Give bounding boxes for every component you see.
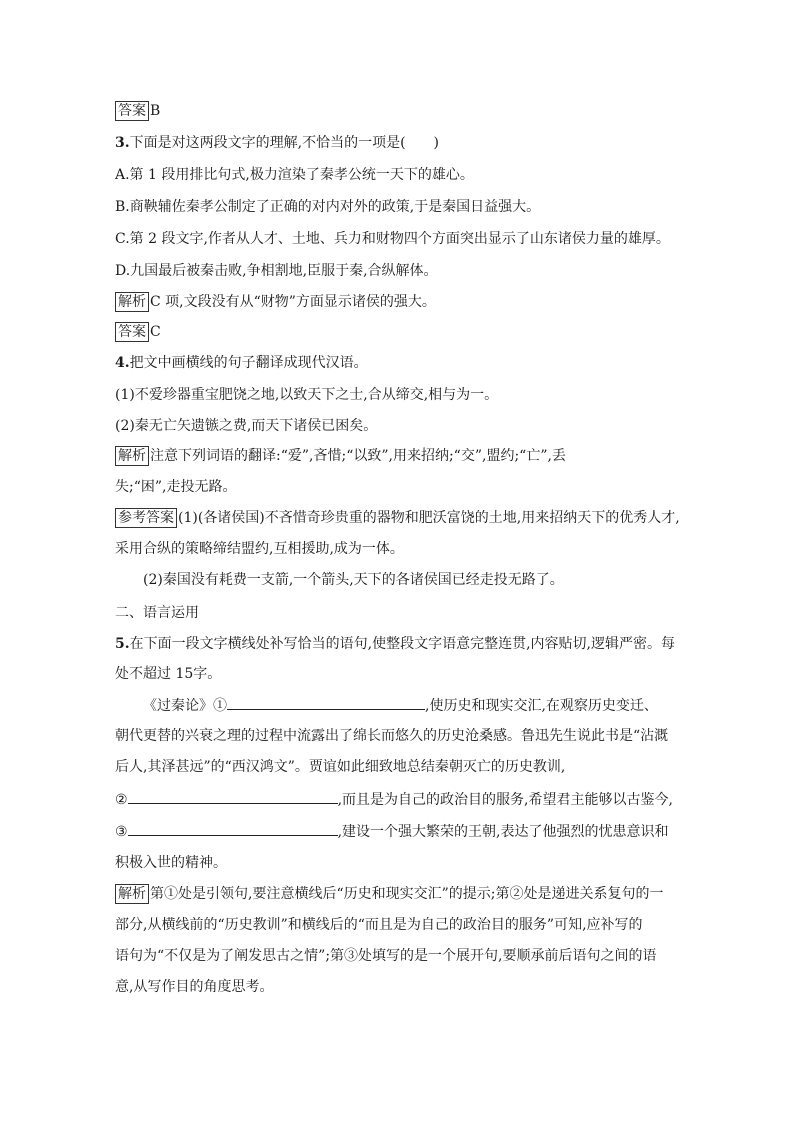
passage-text: 《过秦论》① [143, 698, 227, 714]
fill-blank-1[interactable] [227, 695, 425, 710]
question-stem: 下面是对这两段文字的理解,不恰当的一项是( ) [129, 135, 439, 151]
analysis-text: 第①处是引领句,要注意横线后“历史和现实交汇”的提示;第②处是递进关系复句的一 [150, 886, 664, 902]
q5-stem [115, 634, 675, 654]
q3-option-d: D.九国最后被秦击败,争相割地,臣服于秦,合纵解体。 [115, 263, 438, 279]
analysis-label-box: 解析 [115, 884, 149, 904]
question-number: 3. [115, 135, 130, 151]
q4-item-1: (1)不爱珍器重宝肥饶之地,以致天下之士,合从缔交,相与为一。 [115, 387, 499, 403]
answer-value: C [150, 324, 161, 340]
q5-analysis-cont2: 语句为“不仅是为了阐发思古之情”;第③处填写的是一个展开句,要顺承前后语句之间的语 [115, 948, 657, 964]
question-stem: 在下面一段文字横线处补写恰当的语句,使整段文字语意完整连贯,内容贴切,逻辑严密。每 [129, 636, 675, 652]
q3-option-c: C.第 2 段文字,作者从人才、土地、兵力和财物四个方面突出显示了山东诸侯力量的雄厚。 [115, 231, 670, 247]
q5-passage-line5 [115, 821, 668, 842]
passage-text: ③ [115, 824, 128, 840]
analysis-label-box: 解析 [115, 446, 149, 466]
q2-answer-line [115, 101, 160, 121]
reference-text: (1)(各诸侯国)不吝惜奇珍贵重的器物和肥沃富饶的土地,用来招纳天下的优秀人才, [178, 510, 680, 526]
q4-analysis-cont: 失;“困”,走投无路。 [115, 479, 237, 495]
q5-passage-line4 [115, 789, 673, 810]
q3-stem [115, 133, 439, 153]
fill-blank-2[interactable] [128, 789, 338, 804]
q5-passage-line2: 朝代更替的兴衰之理的过程中流露出了绵长而悠久的历史沧桑感。鲁迅先生说此书是“沾溉 [115, 728, 669, 744]
q5-passage-line6: 积极入世的精神。 [115, 855, 227, 871]
q4-reference-answer [115, 508, 680, 528]
q3-option-b: B.商鞅辅佐秦孝公制定了正确的对内对外的政策,于是秦国日益强大。 [115, 199, 541, 215]
analysis-text: 注意下列词语的翻译:“爱”,吝惜;“以致”,用来招纳;“交”,盟约;“亡”,丢 [150, 448, 566, 464]
q4-analysis [115, 446, 566, 466]
q5-passage-line3: 后人,其泽甚远”的“西汉鸿文”。贾谊如此细致地总结秦朝灭亡的历史教训, [115, 759, 566, 775]
q5-analysis [115, 884, 663, 904]
passage-text: ,建设一个强大繁荣的王朝,表达了他强烈的忧患意识和 [337, 824, 669, 840]
q3-option-a: A.第 1 段用排比句式,极力渲染了秦孝公统一天下的雄心。 [115, 167, 474, 183]
q3-analysis [115, 292, 436, 312]
q4-stem [115, 353, 368, 373]
q5-analysis-cont1: 部分,从横线前的“历史教训”和横线后的“而且是为自己的政治目的服务”可知,应补写的 [115, 917, 643, 933]
q5-analysis-cont3: 意,从写作目的角度思考。 [115, 979, 274, 995]
section-title: 二、语言运用 [115, 605, 199, 621]
q4-reference-cont: 采用合纵的策略缔结盟约,互相援助,成为一体。 [115, 541, 404, 557]
question-number: 4. [115, 355, 130, 371]
passage-text: ,使历史和现实交汇,在观察历史变迁、 [425, 698, 658, 714]
fill-blank-3[interactable] [128, 821, 338, 836]
reference-label-box: 参考答案 [115, 508, 177, 528]
analysis-text: C 项,文段没有从“财物”方面显示诸侯的强大。 [150, 294, 436, 310]
passage-text: ,而且是为自己的政治目的服务,希望君主能够以古鉴今, [337, 792, 673, 808]
passage-text: ② [115, 792, 128, 808]
q4-reference-2: (2)秦国没有耗费一支箭,一个箭头,天下的各诸侯国已经走投无路了。 [143, 572, 564, 588]
question-stem: 把文中画横线的句子翻译成现代汉语。 [129, 355, 368, 371]
q3-answer-line [115, 322, 161, 342]
q5-stem-cont: 处不超过 15字。 [115, 666, 222, 682]
analysis-label-box: 解析 [115, 292, 149, 312]
q5-passage-line1 [143, 695, 658, 716]
q4-item-2: (2)秦无亡矢遗镞之费,而天下诸侯已困矣。 [115, 418, 378, 434]
answer-label-box: 答案 [115, 101, 149, 121]
answer-label-box: 答案 [115, 322, 149, 342]
question-number: 5. [115, 636, 130, 652]
answer-value: B [150, 103, 161, 119]
